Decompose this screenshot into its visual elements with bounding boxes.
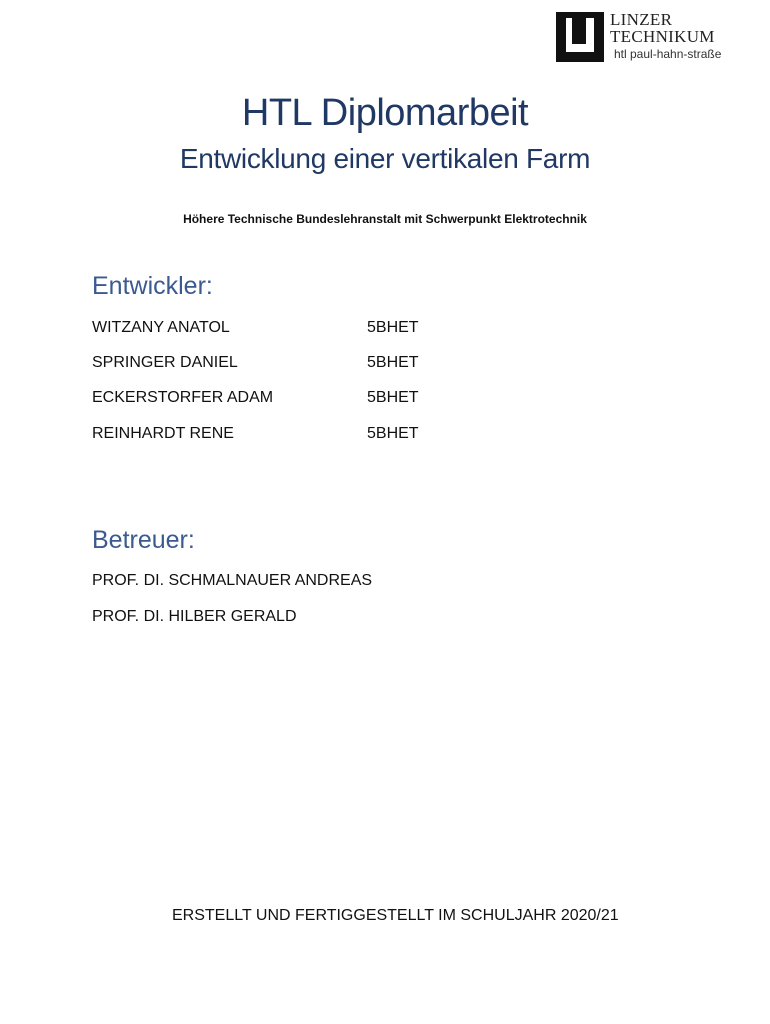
developer-class: 5BHET bbox=[367, 319, 419, 336]
advisor-name: PROF. DI. HILBER GERALD bbox=[92, 608, 297, 625]
developer-row bbox=[92, 319, 492, 341]
developer-row bbox=[92, 389, 492, 411]
developer-name: WITZANY ANATOL bbox=[92, 319, 230, 336]
school-name: Höhere Technische Bundeslehranstalt mit Schwerpunkt Elektrotechnik bbox=[183, 212, 587, 226]
developer-row bbox=[92, 354, 492, 376]
linzer-technikum-logo-mark bbox=[556, 12, 604, 62]
logo-text-line-2: TECHNIKUM bbox=[610, 27, 715, 46]
document-subtitle: Entwicklung einer vertikalen Farm bbox=[179, 143, 591, 174]
developers-heading: Entwickler: bbox=[92, 272, 213, 300]
developer-row bbox=[92, 425, 492, 447]
school-logo bbox=[556, 10, 746, 64]
completion-note: ERSTELLT UND FERTIGGESTELLT IM SCHULJAHR 2020/21 bbox=[172, 907, 619, 924]
developer-class: 5BHET bbox=[367, 389, 419, 406]
advisor-name: PROF. DI. SCHMALNAUER ANDREAS bbox=[92, 572, 373, 589]
logo-text-line-1: LINZER bbox=[610, 10, 673, 29]
document-title: HTL Diplomarbeit bbox=[241, 92, 529, 134]
logo-text-line-3: htl paul-hahn-straße bbox=[614, 47, 722, 61]
developer-name: ECKERSTORFER ADAM bbox=[92, 389, 274, 406]
developer-class: 5BHET bbox=[367, 425, 419, 442]
developer-class: 5BHET bbox=[367, 354, 419, 371]
developer-name: REINHARDT RENE bbox=[92, 425, 234, 442]
advisors-heading: Betreuer: bbox=[92, 526, 195, 554]
developer-name: SPRINGER DANIEL bbox=[92, 354, 238, 371]
